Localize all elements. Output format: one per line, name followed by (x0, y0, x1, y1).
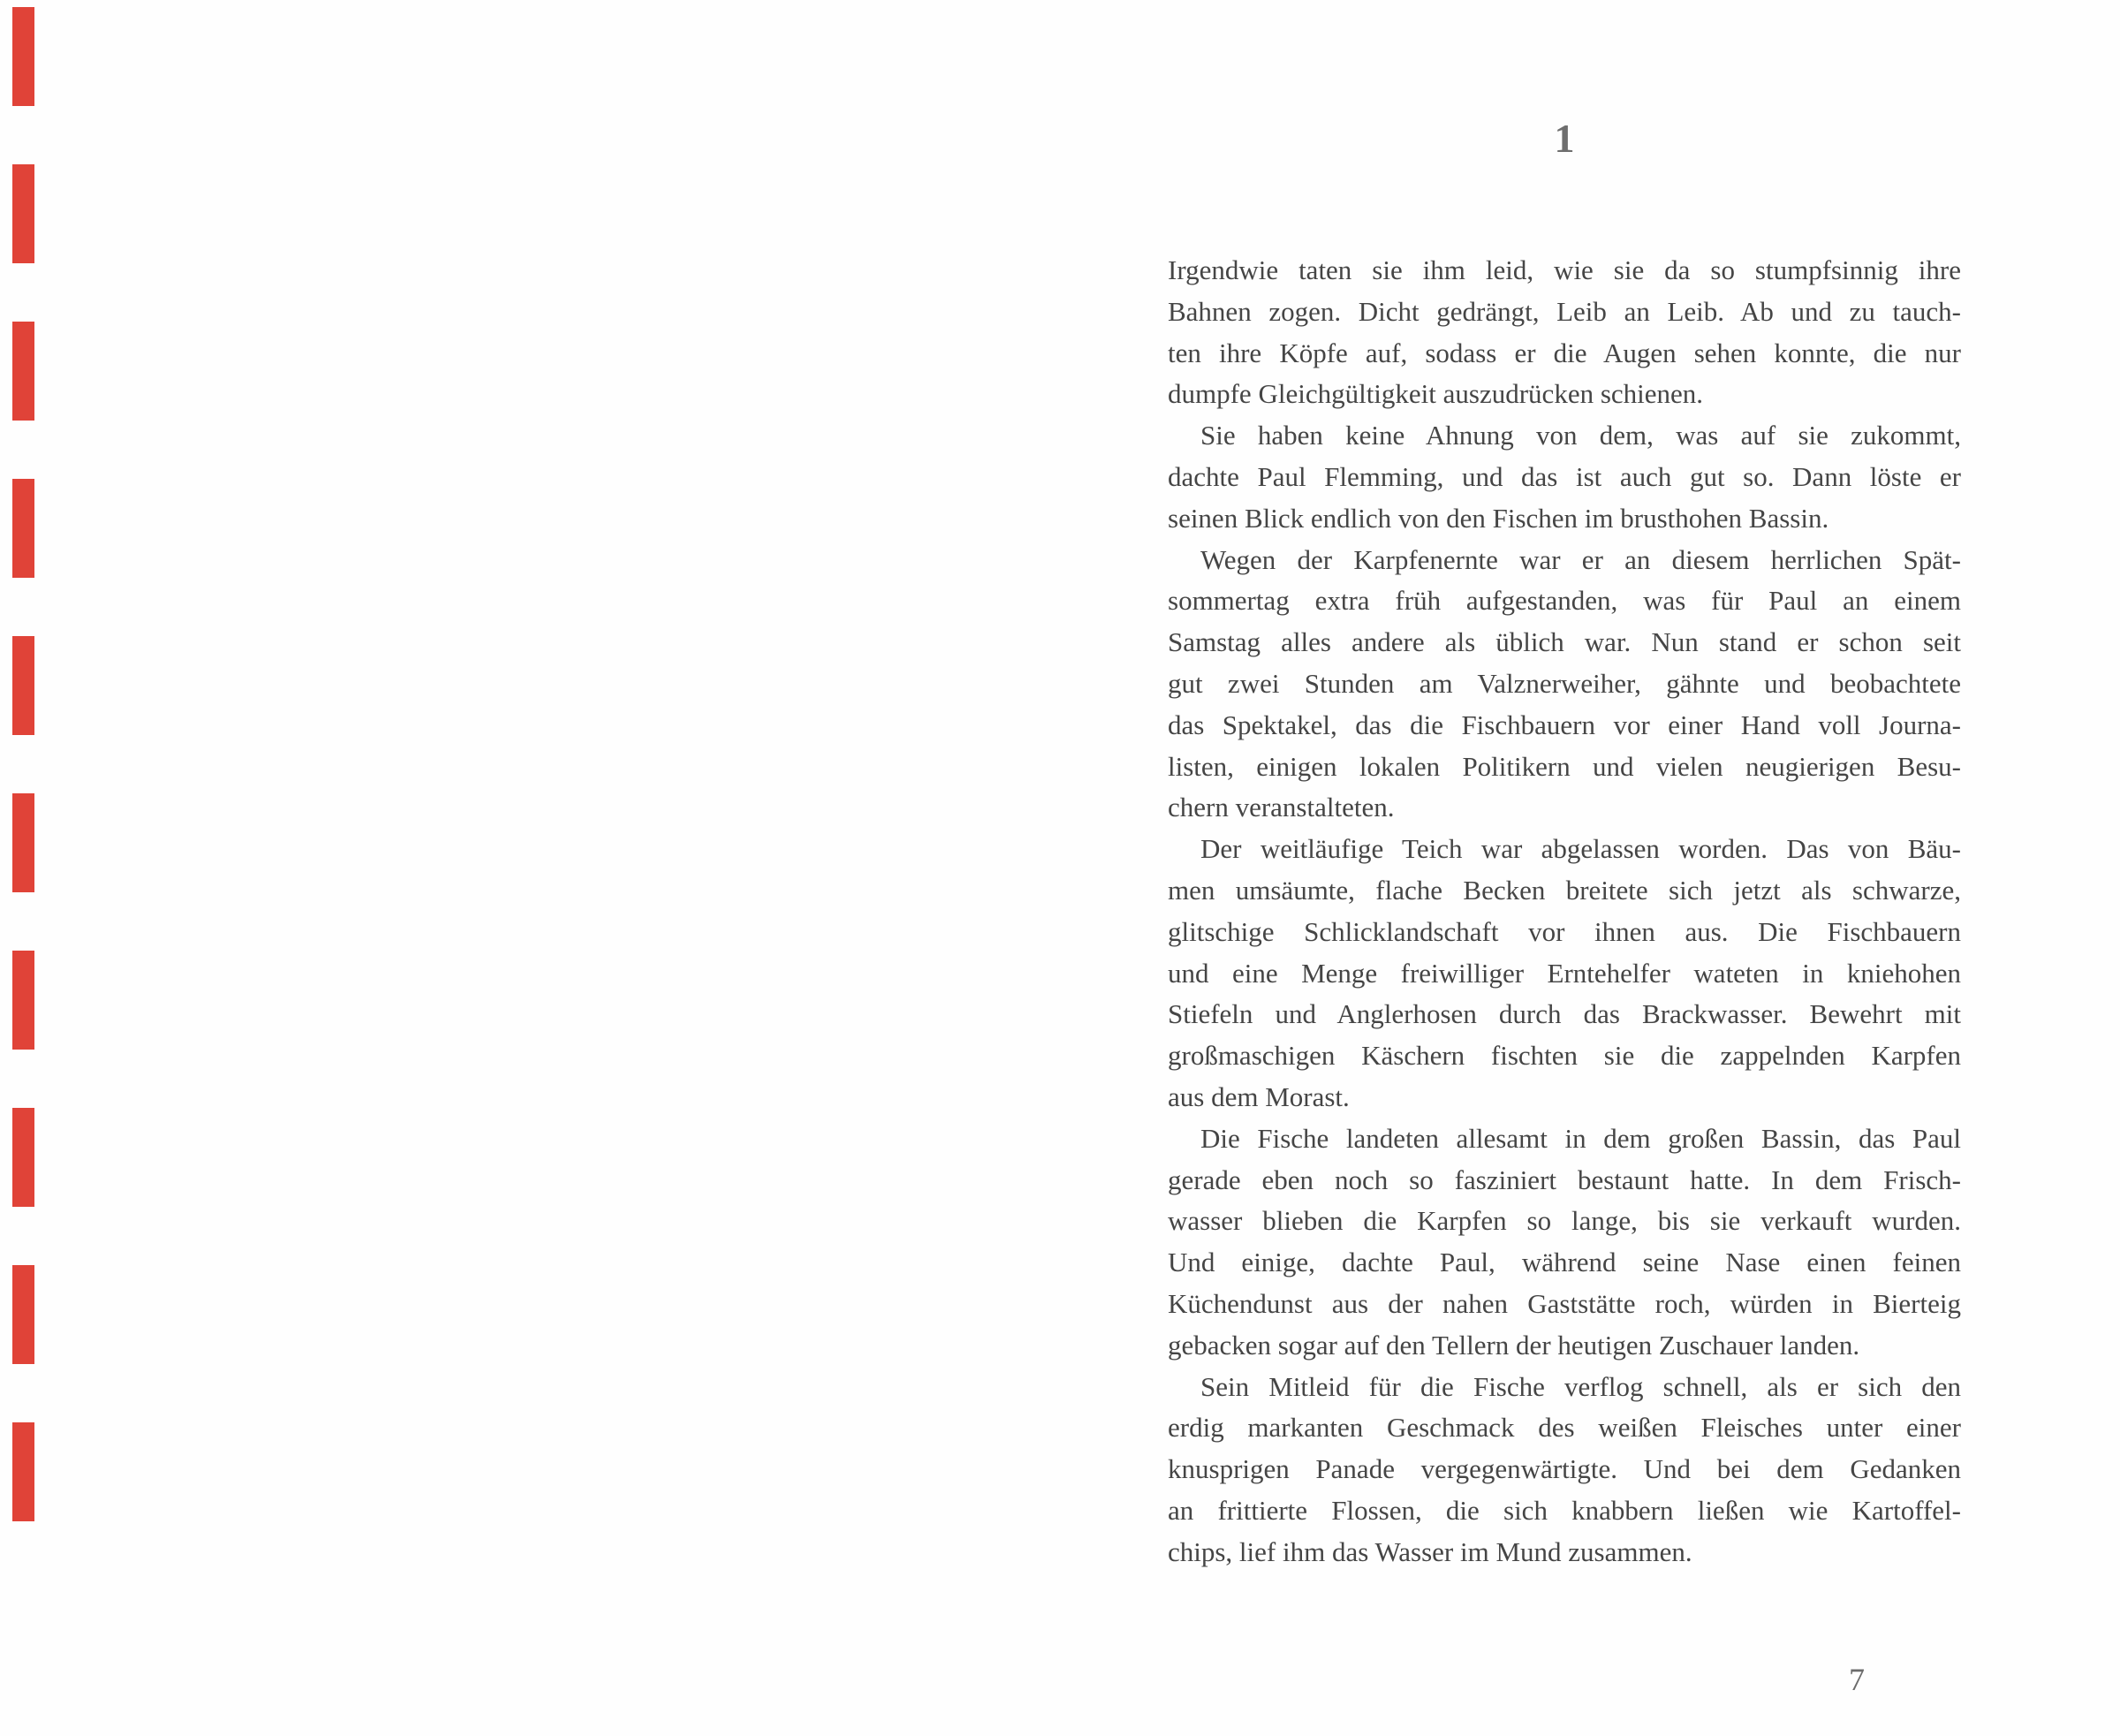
text-line: gerade eben noch so fasziniert bestaunt hatte. In dem Frisch- (1168, 1164, 1961, 1195)
text-line: dumpfe Gleichgültigkeit auszudrücken schienen. (1168, 378, 1704, 410)
text-line: Irgendwie taten sie ihm leid, wie sie da so stumpfsinnig ihre (1168, 254, 1961, 285)
text-line: Küchendunst aus der nahen Gaststätte roch, würden in Bierteig (1168, 1287, 1961, 1319)
red-edge-marks (12, 7, 34, 1558)
paragraph (1168, 250, 1961, 415)
page-text (1168, 250, 1961, 1573)
text-line: knusprigen Panade vergegenwärtigte. Und bei dem Gedanken (1168, 1453, 1961, 1485)
text-line: sommertag extra früh aufgestanden, was für Paul an einem (1168, 585, 1961, 617)
text-line: gebacken sogar auf den Tellern der heutigen Zuschauer landen. (1168, 1329, 1860, 1361)
text-line: chips, lief ihm das Wasser im Mund zusammen. (1168, 1535, 1692, 1567)
chapter-number: 1 (1554, 116, 1575, 161)
text-line: men umsäumte, flache Becken breitete sich jetzt als schwarze, (1168, 874, 1961, 906)
page-number: 7 (1849, 1662, 1865, 1697)
text-line: Bahnen zogen. Dicht gedrängt, Leib an Leib. Ab und zu tauch- (1168, 295, 1961, 327)
text-line: gut zwei Stunden am Valznerweiher, gähnte und beobachtete (1168, 667, 1961, 699)
text-line: ten ihre Köpfe auf, sodass er die Augen sehen konnte, die nur (1168, 337, 1961, 368)
text-line: wasser blieben die Karpfen so lange, bis sie verkauft wurden. (1168, 1205, 1961, 1237)
text-line: das Spektakel, das die Fischbauern vor einer Hand voll Journa- (1168, 709, 1961, 740)
paragraph (1168, 415, 1961, 539)
text-line: Sie haben keine Ahnung von dem, was auf sie zukommt, (1200, 420, 1961, 451)
text-line: listen, einigen lokalen Politikern und vielen neugierigen Besu- (1168, 750, 1961, 782)
text-line: Sein Mitleid für die Fische verflog schnell, als er sich den (1200, 1370, 1961, 1402)
text-line: Samstag alles andere als üblich war. Nun stand er schon seit (1168, 626, 1961, 658)
text-line: seinen Blick endlich von den Fischen im brusthohen Bassin. (1168, 502, 1829, 534)
text-line: Die Fische landeten allesamt in dem großen Bassin, das Paul (1200, 1122, 1961, 1154)
text-line: an frittierte Flossen, die sich knabbern ließen wie Kartoffel- (1168, 1494, 1961, 1526)
paragraph (1168, 1367, 1961, 1573)
text-line: dachte Paul Flemming, und das ist auch gut so. Dann löste er (1168, 460, 1961, 492)
text-line: Wegen der Karpfenernte war er an diesem herrlichen Spät- (1200, 543, 1961, 575)
paragraph (1168, 829, 1961, 1118)
text-line: Und einige, dachte Paul, während seine Nase einen feinen (1168, 1247, 1961, 1278)
paragraph (1168, 1118, 1961, 1367)
paragraph (1168, 540, 1961, 830)
text-line: und eine Menge freiwilliger Erntehelfer wateten in kniehohen (1168, 957, 1961, 989)
text-line: aus dem Morast. (1168, 1080, 1350, 1112)
text-line: großmaschigen Käschern fischten sie die zappelnden Karpfen (1168, 1040, 1961, 1072)
text-line: Stiefeln und Anglerhosen durch das Brackwasser. Bewehrt mit (1168, 998, 1961, 1030)
text-line: erdig markanten Geschmack des weißen Fleisches unter einer (1168, 1412, 1961, 1444)
text-line: glitschige Schlicklandschaft vor ihnen aus. Die Fischbauern (1168, 915, 1961, 947)
text-line: Der weitläufige Teich war abgelassen worden. Das von Bäu- (1200, 833, 1961, 865)
text-line: chern veranstalteten. (1168, 792, 1395, 823)
